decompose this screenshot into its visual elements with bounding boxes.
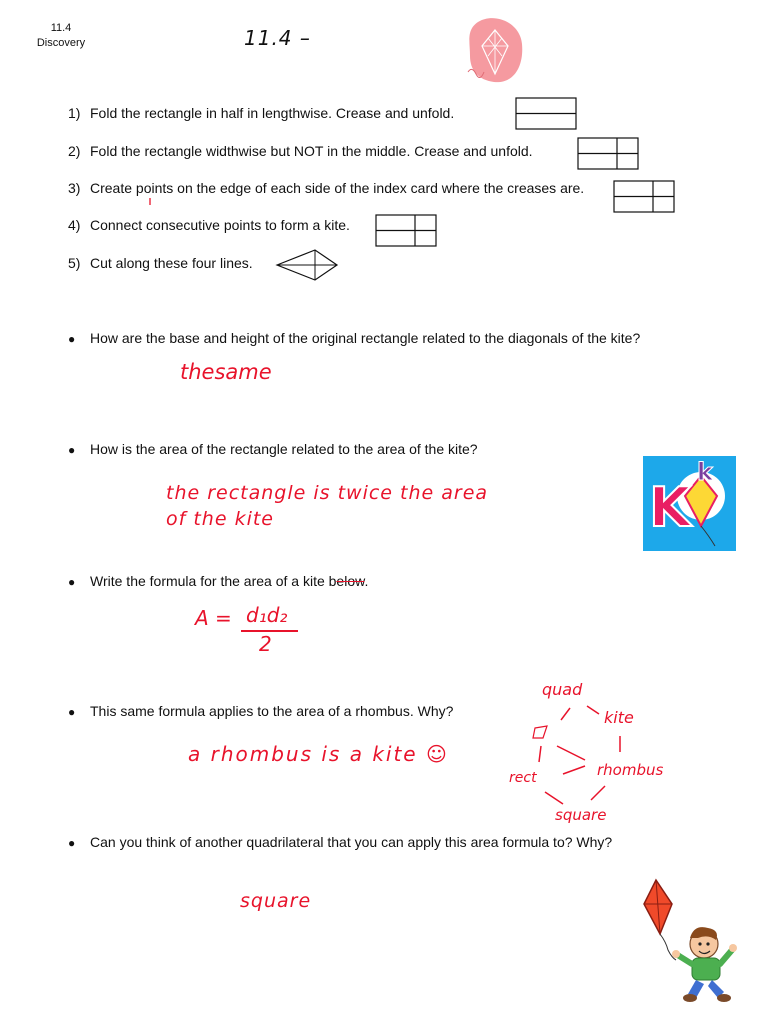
question-text: How is the area of the rectangle related to the area of the kite? [90,441,478,457]
bullet-icon: ● [68,443,76,457]
question-text: Can you think of another quadrilateral that you can apply this area formula to? Why? [90,834,613,850]
formula-denominator: 2 [259,632,272,656]
step-text: Cut along these four lines. [90,255,253,271]
logo-big-letter: K [649,476,691,539]
logo-small-letter: k [697,458,713,486]
section-number: 11.4 [50,22,72,34]
kite-sticker-image [464,16,526,86]
step-text: Create points on the edge of each side of the index card where the creases are. [90,180,585,196]
question-4 [68,703,453,719]
question-text: How are the base and height of the original rectangle related to the diagonals of the kite? [90,330,641,346]
bullet-icon: ● [68,332,76,346]
kite-logo-image [643,456,736,551]
hierarchy-rect-label: rect [509,770,537,786]
step-text: Connect consecutive points to form a kite. [90,217,350,233]
folded-rectangle-diagram-3 [613,180,675,214]
step-text: Fold the rectangle widthwise but NOT in the middle. Crease and unfold. [90,143,533,159]
question-1 [68,330,640,346]
step-2 [68,143,533,159]
answer-2-line-2: of the kite [166,508,274,530]
question-3 [68,573,368,589]
question-2 [68,441,478,457]
step-number: 3) [68,180,81,196]
step-4 [68,217,350,233]
question-text-end: . [364,573,369,589]
bullet-icon: ● [68,836,76,850]
step-3 [68,180,584,196]
answer-2-line-1: the rectangle is twice the area [166,482,489,504]
answer-1: thesame [180,360,272,384]
step-text: Fold the rectangle in half in lengthwise. Crease and unfold. [90,105,455,121]
step-number: 5) [68,255,81,271]
page-title: 11.4 – [244,26,311,50]
hierarchy-rhombus-label: rhombus [597,761,664,779]
bullet-icon: ● [68,575,76,589]
folded-rectangle-diagram-4 [375,214,437,248]
step-number: 4) [68,217,81,233]
question-text: This same formula applies to the area of a rhombus. Why? [90,703,454,719]
hierarchy-kite-label: kite [604,708,634,727]
step-number: 2) [68,143,81,159]
hierarchy-quad-label: quad [542,680,583,699]
bullet-icon: ● [68,705,76,719]
folded-rectangle-diagram-1 [515,97,577,131]
formula-lhs: A = [195,606,232,630]
answer-4: a rhombus is a kite ☺ [188,742,449,766]
question-text: Write the formula for the area of a kite b [90,573,337,589]
answer-5: square [240,890,312,912]
section-label: Discovery [36,37,86,49]
formula-numerator: d₁d₂ [246,603,288,627]
pen-mark [148,197,152,207]
question-5 [68,834,612,850]
hierarchy-square-label: square [555,806,607,824]
boy-with-kite-image [636,878,742,1008]
step-5 [68,255,253,271]
folded-rectangle-diagram-2 [577,137,639,171]
struck-text: elow [336,573,365,589]
step-1 [68,105,454,121]
kite-shape-diagram [275,248,339,282]
hierarchy-lines [525,700,645,810]
step-number: 1) [68,105,81,121]
